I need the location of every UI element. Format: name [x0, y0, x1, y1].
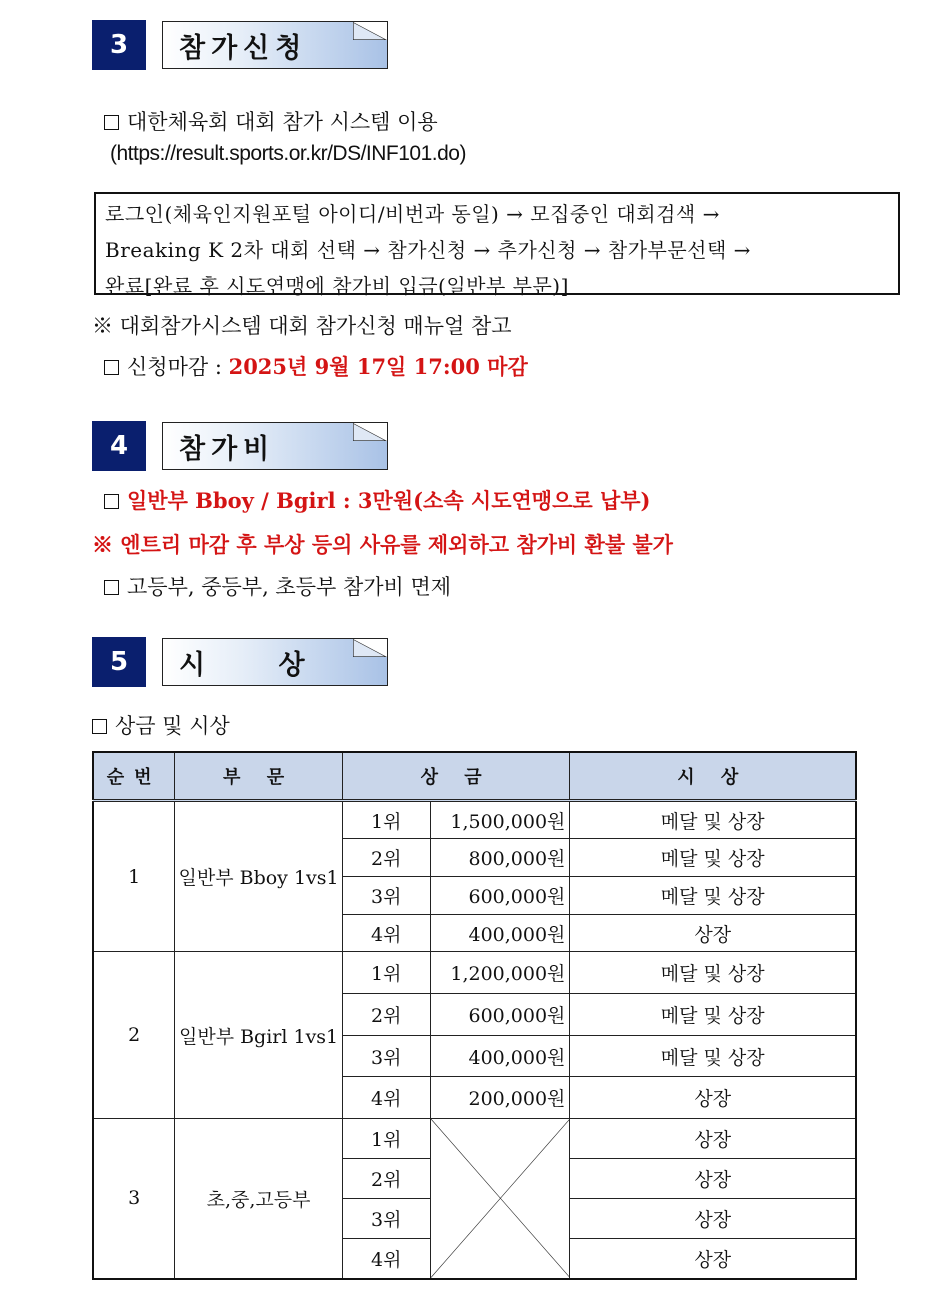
prize-cell: 1,500,000원 [430, 801, 570, 839]
prize-cell: 400,000원 [430, 915, 570, 952]
table-row [93, 1119, 856, 1159]
award-cell: 메달 및 상장 [570, 839, 856, 877]
group-no: 3 [93, 1119, 175, 1279]
page-fold-icon [353, 22, 387, 40]
group-division: 일반부 Bboy 1vs1 [175, 801, 343, 952]
prize-cell: 600,000원 [430, 994, 570, 1036]
section-4-title [162, 422, 388, 470]
process-line-1: 로그인(체육인지원포털 아이디/비번과 동일) → 모집중인 대회검색 → [105, 202, 720, 226]
page-fold-icon [353, 423, 387, 441]
section-3-number: 3 [92, 20, 146, 70]
system-line [104, 110, 438, 135]
awards-heading-text: 상금 및 시상 [115, 714, 230, 738]
rank-cell: 2위 [342, 839, 430, 877]
rank-cell: 1위 [342, 952, 430, 994]
page-fold-icon [353, 639, 387, 657]
process-box [94, 192, 900, 298]
award-cell: 상장 [570, 915, 856, 952]
exempt-text: 고등부, 중등부, 초등부 참가비 면제 [127, 575, 452, 599]
table-row [93, 952, 856, 994]
prize-cell: 1,200,000원 [430, 952, 570, 994]
award-cell: 메달 및 상장 [570, 994, 856, 1036]
section-5-number: 5 [92, 637, 146, 687]
award-cell: 메달 및 상장 [570, 1036, 856, 1077]
no-prize-cross-cell [430, 1119, 570, 1279]
rank-cell: 1위 [342, 801, 430, 839]
refund-note: ※ 엔트리 마감 후 부상 등의 사유를 제외하고 참가비 환불 불가 [92, 532, 673, 557]
rank-cell: 1위 [342, 1119, 430, 1159]
group-division: 초,중,고등부 [175, 1119, 343, 1279]
col-header-division: 부 문 [175, 752, 343, 801]
deadline-line [104, 354, 528, 380]
url-line[interactable]: (https://result.sports.or.kr/DS/INF101.do) [110, 142, 466, 165]
rank-cell: 3위 [342, 1199, 430, 1239]
col-header-prize: 상 금 [342, 752, 570, 801]
rank-cell: 3위 [342, 1036, 430, 1077]
section-4-number: 4 [92, 421, 146, 471]
exempt-line [104, 575, 451, 600]
table-header-row [93, 752, 856, 801]
prize-cell: 600,000원 [430, 877, 570, 915]
group-no: 1 [93, 801, 175, 952]
general-fee-text: 일반부 Bboy / Bgirl : 3만원(소속 시도연맹으로 납부) [127, 488, 651, 513]
system-line-text: 대한체육회 대회 참가 시스템 이용 [127, 110, 438, 134]
group-division: 일반부 Bgirl 1vs1 [175, 952, 343, 1119]
col-header-award: 시 상 [570, 752, 856, 801]
prize-cell: 200,000원 [430, 1077, 570, 1119]
checkbox-icon [104, 580, 119, 595]
rank-cell: 4위 [342, 1077, 430, 1119]
checkbox-icon [104, 115, 119, 130]
awards-heading [92, 714, 230, 739]
general-fee-line [104, 488, 650, 513]
award-cell: 상장 [570, 1199, 856, 1239]
deadline-value: 2025년 9월 17일 17:00 마감 [228, 354, 528, 379]
process-line-2: Breaking K 2차 대회 선택 → 참가신청 → 추가신청 → 참가부문선택 → [105, 238, 751, 262]
checkbox-icon [92, 719, 107, 734]
awards-table [92, 751, 857, 1280]
col-header-no: 순번 [93, 752, 175, 801]
section-4-title-text: 참가비 [179, 433, 276, 465]
award-cell: 상장 [570, 1159, 856, 1199]
checkbox-icon [104, 494, 119, 509]
award-cell: 상장 [570, 1239, 856, 1279]
deadline-label: 신청마감 : [127, 355, 229, 379]
rank-cell: 2위 [342, 1159, 430, 1199]
rank-cell: 4위 [342, 915, 430, 952]
rank-cell: 4위 [342, 1239, 430, 1279]
award-cell: 메달 및 상장 [570, 801, 856, 839]
rank-cell: 3위 [342, 877, 430, 915]
prize-cell: 400,000원 [430, 1036, 570, 1077]
prize-cell: 800,000원 [430, 839, 570, 877]
award-cell: 메달 및 상장 [570, 877, 856, 915]
section-5-title-text: 시 상 [179, 649, 337, 681]
award-cell: 상장 [570, 1077, 856, 1119]
section-3-title-text: 참가신청 [179, 32, 308, 64]
cross-out-icon [431, 1119, 570, 1278]
process-line-3: 완료[완료 후 시도연맹에 참가비 입금(일반부 부문)] [105, 274, 569, 298]
table-row [93, 801, 856, 839]
section-5-title [162, 638, 388, 686]
manual-note: ※ 대회참가시스템 대회 참가신청 매뉴얼 참고 [92, 314, 512, 338]
checkbox-icon [104, 360, 119, 375]
award-cell: 상장 [570, 1119, 856, 1159]
group-no: 2 [93, 952, 175, 1119]
rank-cell: 2위 [342, 994, 430, 1036]
section-3-title [162, 21, 388, 69]
award-cell: 메달 및 상장 [570, 952, 856, 994]
